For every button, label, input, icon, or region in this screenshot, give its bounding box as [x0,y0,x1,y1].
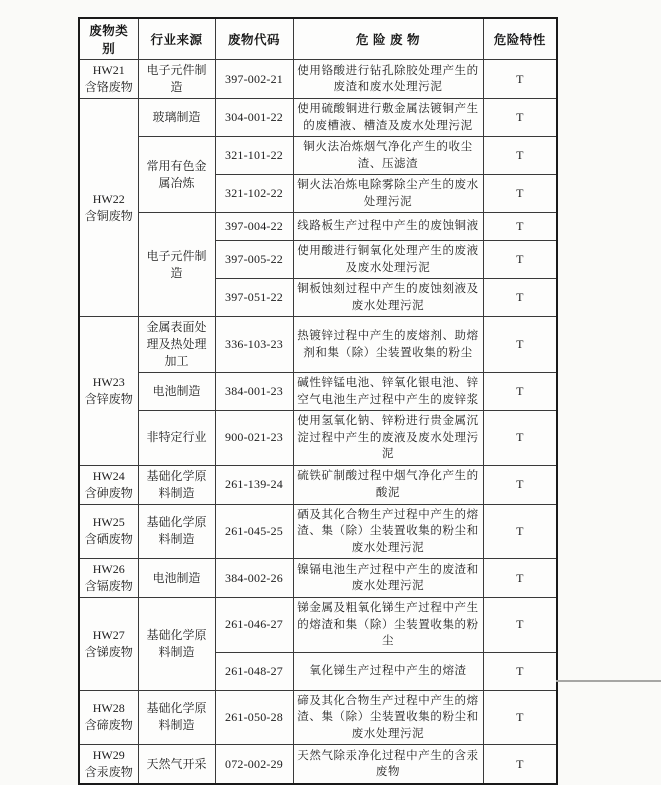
table-row [79,213,557,241]
hazardous-waste-cell: 铜火法冶炼电除雾除尘产生的废水处理污泥 [293,175,483,213]
waste-category-code: HW22 [92,191,125,206]
waste-code-cell: 261-048-27 [215,652,293,690]
hazard-property-cell: T [483,137,557,175]
table-row [79,690,557,745]
hazard-property-cell: T [483,690,557,745]
hazardous-waste-cell: 天然气除汞净化过程中产生的含汞废物 [293,745,483,785]
waste-code-cell: 397-002-21 [215,60,293,99]
waste-category-code: HW26 [92,562,125,576]
industry-source-cell: 电池制造 [138,559,215,598]
hazard-property-cell: T [483,99,557,137]
hazardous-waste-cell: 铜板蚀刻过程中产生的废蚀刻液及废水处理污泥 [293,279,483,317]
hazardous-waste-cell: 氧化锑生产过程中产生的熔渣 [293,652,483,690]
waste-code-cell: 397-005-22 [215,241,293,279]
table-row [79,598,557,653]
hazardous-waste-cell: 使用氢氧化钠、锌粉进行贵金属沉淀过程中产生的废液及废水处理污泥 [293,411,483,466]
industry-source-cell: 金属表面处理及热处理加工 [138,317,215,373]
industry-source-cell: 电子元件制造 [138,213,215,317]
hazard-property-cell: T [483,279,557,317]
waste-category-code: HW24 [92,468,125,483]
industry-source-cell: 天然气开采 [138,745,215,785]
hazard-property-cell: T [483,465,557,504]
hazardous-waste-cell: 线路板生产过程中产生的废蚀铜液 [293,213,483,241]
waste-category-cell [79,745,138,785]
waste-category-cell [79,60,138,99]
hazardous-waste-cell: 锑金属及粗氧化锑生产过程中产生的熔渣和集（除）尘装置收集的粉尘 [293,598,483,653]
waste-category-cell [79,598,138,691]
table-row [79,137,557,175]
hazard-property-cell: T [483,175,557,213]
header-waste-category: 废物类别 [79,18,138,60]
industry-source-cell: 电子元件制造 [138,60,215,99]
hazard-property-cell: T [483,213,557,241]
hazardous-waste-cell: 碲及其化合物生产过程中产生的熔渣、集（除）尘装置收集的粉尘和废水处理污泥 [293,690,483,745]
hazardous-waste-cell: 使用硫酸铜进行敷金属法镀铜产生的废槽液、槽渣及废水处理污泥 [293,99,483,137]
industry-source-cell: 基础化学原料制造 [138,504,215,559]
industry-source-cell: 玻璃制造 [138,99,215,137]
hazardous-waste-cell: 碱性锌锰电池、锌氧化银电池、锌空气电池生产过程中产生的废锌浆 [293,373,483,411]
waste-category-name: 含汞废物 [84,765,133,779]
hazardous-waste-cell: 铜火法冶炼烟气净化产生的收尘渣、压滤渣 [293,137,483,175]
waste-category-name: 含镉废物 [84,579,133,593]
waste-code-cell: 397-051-22 [215,279,293,317]
hazardous-waste-cell: 使用酸进行铜氧化处理产生的废液及废水处理污泥 [293,241,483,279]
waste-code-cell: 261-045-25 [215,504,293,559]
waste-code-cell: 397-004-22 [215,213,293,241]
waste-category-cell [79,504,138,559]
hazard-property-cell: T [483,745,557,785]
waste-category-name: 含铜废物 [84,208,133,223]
hazard-property-cell: T [483,373,557,411]
hazard-property-cell: T [483,598,557,653]
hazardous-waste-cell: 热镀锌过程中产生的废熔剂、助熔剂和集（除）尘装置收集的粉尘 [293,317,483,373]
waste-category-code: HW23 [92,374,125,389]
industry-source-cell: 电池制造 [138,373,215,411]
waste-category-name: 含锌废物 [84,391,133,406]
industry-source-cell: 基础化学原料制造 [138,690,215,745]
hazard-property-cell: T [483,317,557,373]
waste-category-name: 含砷废物 [84,485,133,500]
header-waste-code: 废物代码 [215,18,293,60]
waste-category-name: 含碲废物 [84,718,133,733]
waste-code-cell: 321-101-22 [215,137,293,175]
hazard-property-cell: T [483,504,557,559]
waste-code-cell: 321-102-22 [215,175,293,213]
waste-category-code: HW29 [92,748,125,762]
waste-category-cell [79,690,138,745]
table-row [79,504,557,559]
table-header-row [79,18,557,60]
hazardous-waste-cell: 使用铬酸进行钻孔除胶处理产生的废渣和废水处理污泥 [293,60,483,99]
table-row [79,317,557,373]
waste-code-cell: 304-001-22 [215,99,293,137]
waste-category-code: HW27 [92,627,125,642]
waste-code-cell: 261-046-27 [215,598,293,653]
waste-code-cell: 384-001-23 [215,373,293,411]
waste-category-name: 含锑废物 [84,644,133,659]
hazard-property-cell: T [483,60,557,99]
hazardous-waste-cell: 硒及其化合物生产过程中产生的熔渣、集（除）尘装置收集的粉尘和废水处理污泥 [293,504,483,559]
hazard-property-cell: T [483,411,557,466]
table-row [79,60,557,99]
header-hazardous-waste: 危 险 废 物 [293,18,483,60]
waste-category-cell [79,559,138,598]
industry-source-cell: 非特定行业 [138,411,215,466]
waste-category-code: HW25 [92,515,125,530]
table-row [79,745,557,785]
hazardous-waste-table [78,17,558,785]
industry-source-cell: 基础化学原料制造 [138,465,215,504]
table-row [79,99,557,137]
waste-category-cell [79,465,138,504]
scan-artifact-line [556,680,661,682]
waste-category-code: HW28 [92,701,125,716]
hazardous-waste-cell: 镍镉电池生产过程中产生的废渣和废水处理污泥 [293,559,483,598]
waste-category-name: 含铬废物 [84,80,133,94]
table-row [79,465,557,504]
waste-category-cell [79,317,138,466]
waste-code-cell: 384-002-26 [215,559,293,598]
waste-code-cell: 336-103-23 [215,317,293,373]
waste-code-cell: 900-021-23 [215,411,293,466]
waste-category-code: HW21 [92,63,125,77]
waste-code-cell: 072-002-29 [215,745,293,785]
header-industry-source: 行业来源 [138,18,215,60]
industry-source-cell: 常用有色金属冶炼 [138,137,215,213]
hazard-property-cell: T [483,241,557,279]
waste-code-cell: 261-050-28 [215,690,293,745]
table-row [79,411,557,466]
hazardous-waste-cell: 硫铁矿制酸过程中烟气净化产生的酸泥 [293,465,483,504]
table-row [79,373,557,411]
waste-category-name: 含硒废物 [84,532,133,547]
hazard-property-cell: T [483,652,557,690]
header-hazard-property: 危险特性 [483,18,557,60]
waste-code-cell: 261-139-24 [215,465,293,504]
table-row [79,559,557,598]
industry-source-cell: 基础化学原料制造 [138,598,215,691]
hazard-property-cell: T [483,559,557,598]
waste-category-cell [79,99,138,317]
